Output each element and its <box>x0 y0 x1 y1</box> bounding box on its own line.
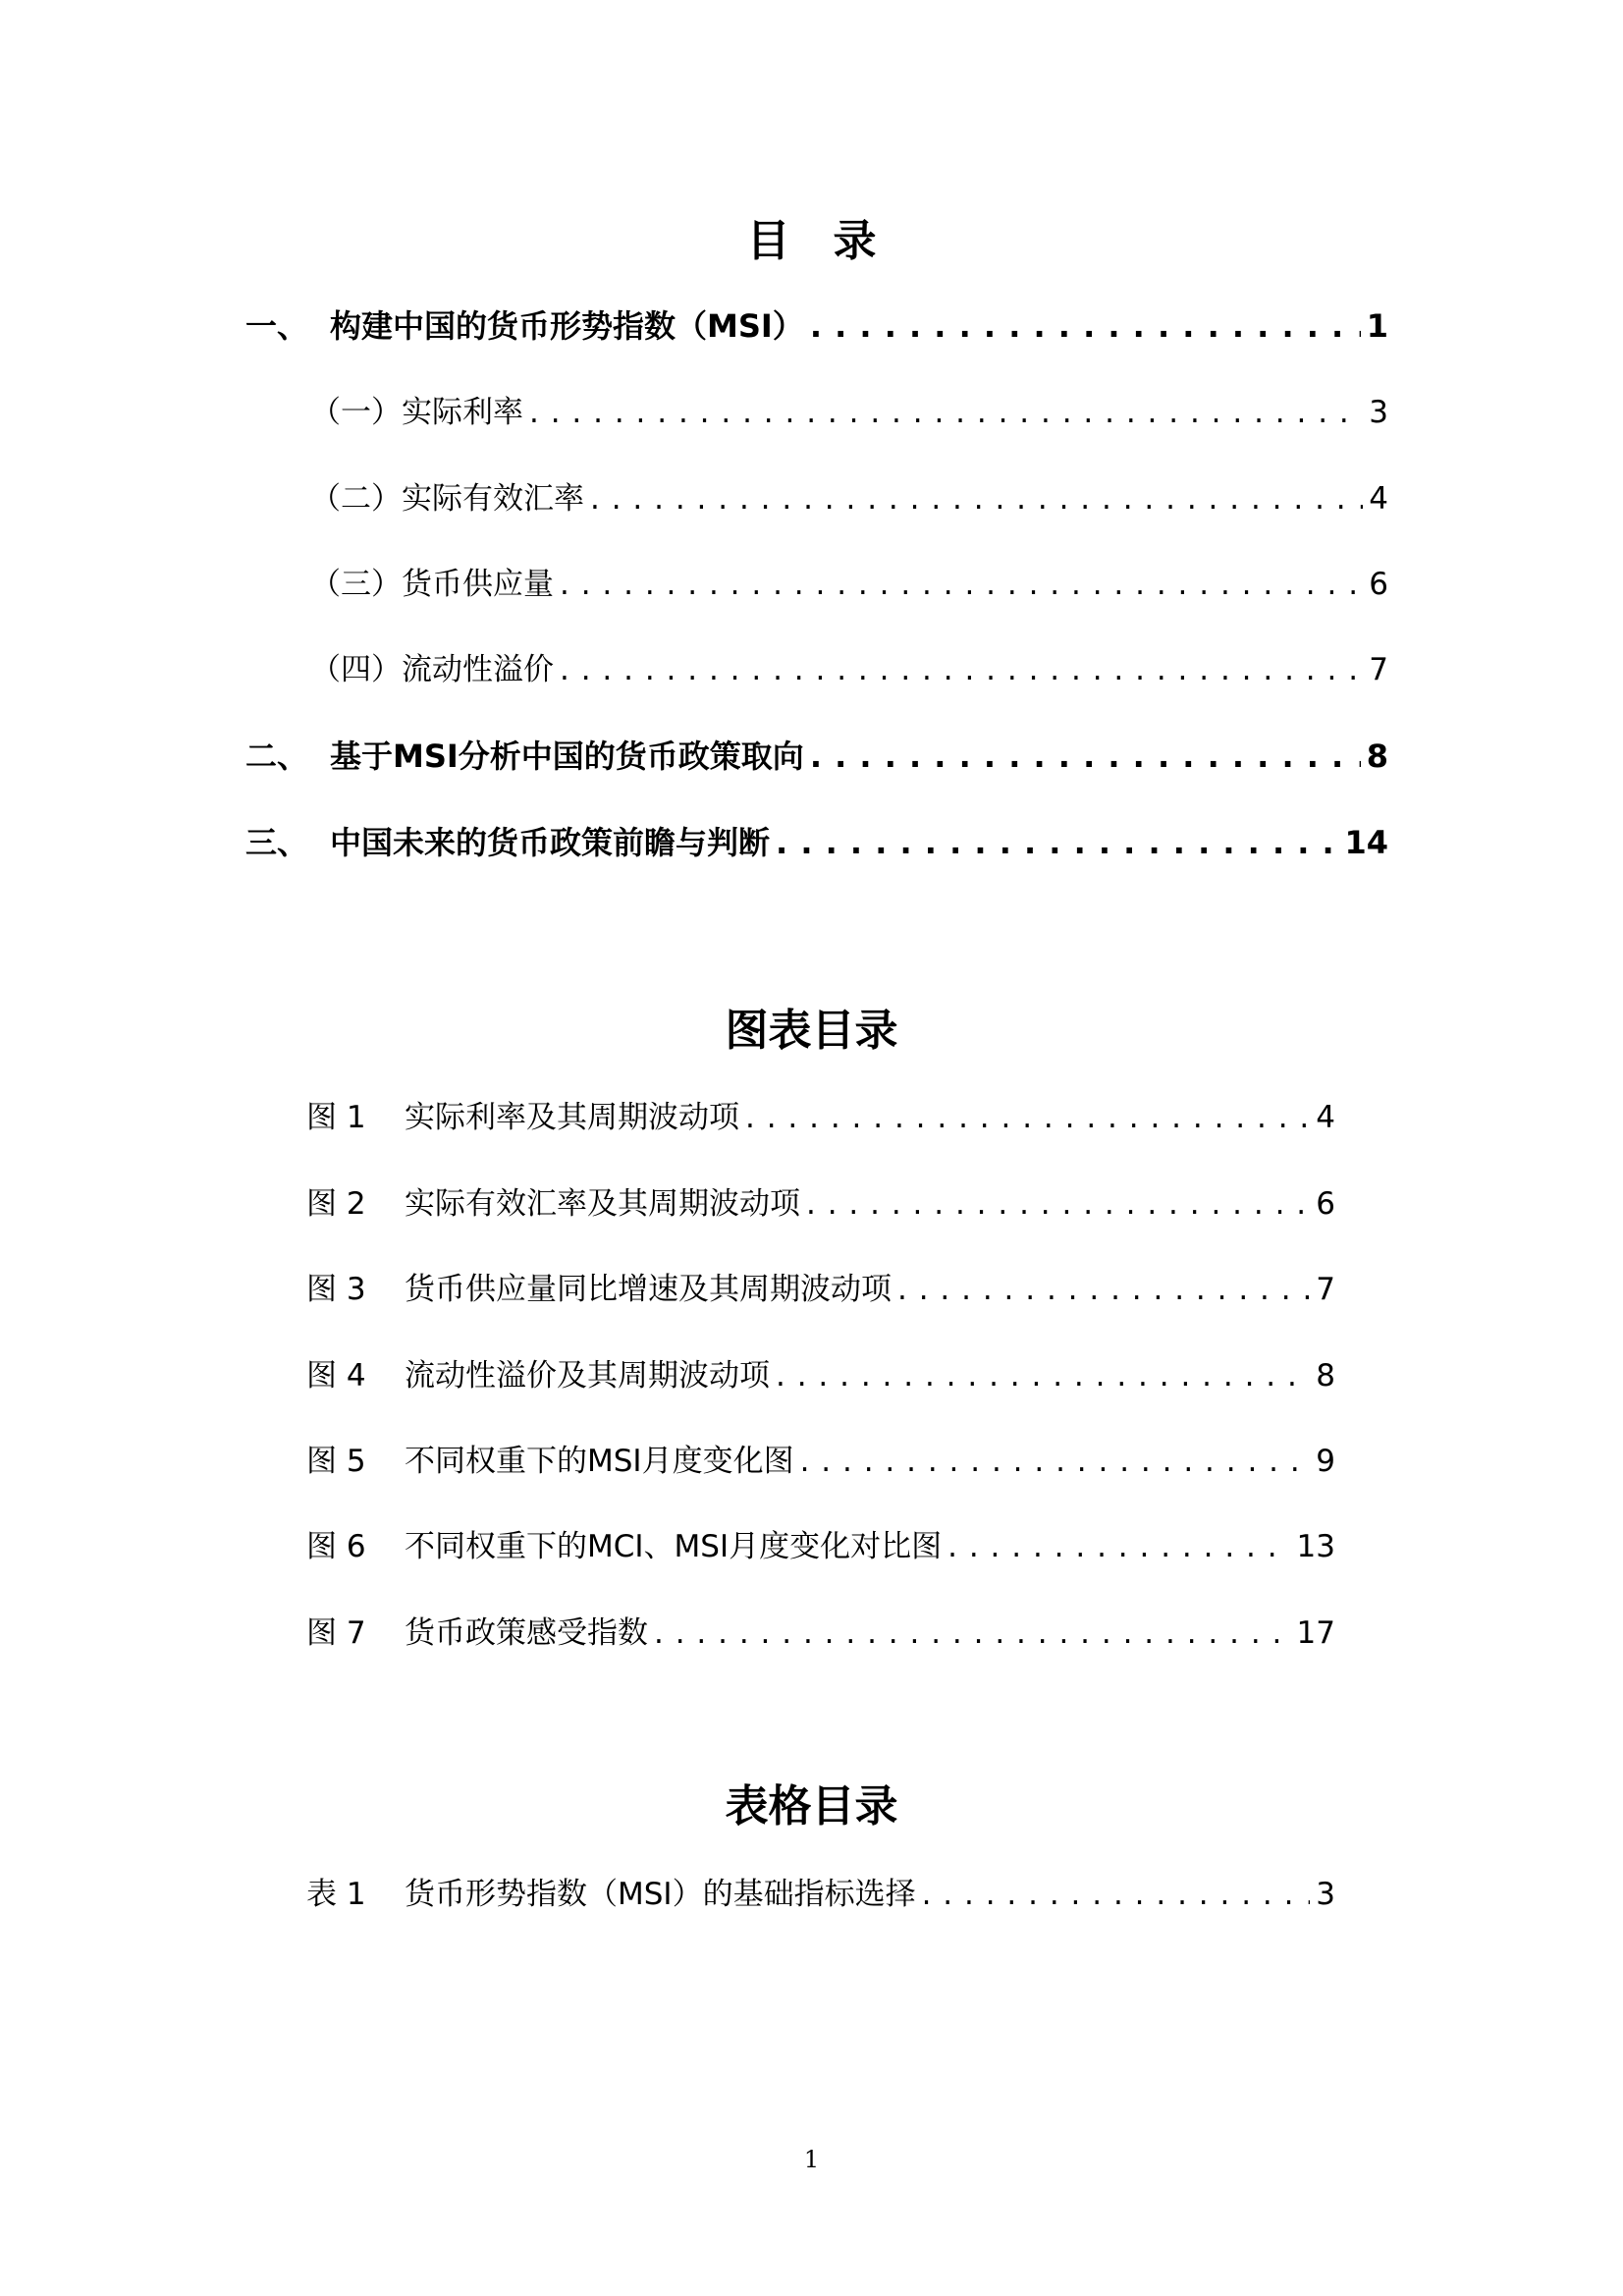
toc-entry-title: （一）实际利率 <box>310 395 523 430</box>
figure-entry-2[interactable] <box>306 1182 1335 1226</box>
dot-leader <box>529 391 1363 434</box>
dot-leader <box>800 1440 1311 1483</box>
toc-entry-title: 中国未来的货币政策前瞻与判断 <box>330 824 771 861</box>
toc-entry-title: 基于MSI分析中国的货币政策取向 <box>330 738 804 775</box>
figure-entry-page: 6 <box>1316 1186 1335 1222</box>
toc-entry-title: 构建中国的货币形势指数（MSI） <box>330 307 804 345</box>
toc-entry-3[interactable] <box>245 821 1388 864</box>
dot-leader <box>806 1182 1310 1226</box>
dot-leader <box>776 1354 1310 1397</box>
tables-heading: 表格目录 <box>725 1781 898 1831</box>
dot-leader <box>776 821 1338 864</box>
toc-entry-number: 三、 <box>245 824 309 861</box>
toc-entry-number: 二、 <box>245 738 309 775</box>
figure-entry-5[interactable] <box>306 1440 1335 1483</box>
figures-heading: 图表目录 <box>725 1006 898 1056</box>
toc-entry-number: 一、 <box>245 307 309 345</box>
toc-entry-page: 4 <box>1369 481 1388 517</box>
dot-leader <box>897 1268 1310 1311</box>
toc-entry-1[interactable] <box>245 304 1388 348</box>
figure-entry-page: 7 <box>1316 1272 1335 1307</box>
toc-entry-title: （二）实际有效汇率 <box>310 481 584 517</box>
dot-leader <box>810 735 1361 778</box>
figure-entry-title: 不同权重下的MSI月度变化图 <box>405 1444 794 1479</box>
dot-leader <box>745 1096 1310 1139</box>
table-entry-page: 3 <box>1316 1877 1335 1912</box>
table-entry-1[interactable] <box>306 1873 1335 1916</box>
toc-heading: 目 录 <box>746 216 877 266</box>
figure-entry-number: 图 6 <box>306 1529 366 1564</box>
figure-entry-number: 图 2 <box>306 1186 366 1222</box>
toc-entry-title: （四）流动性溢价 <box>310 652 554 687</box>
figure-entry-6[interactable] <box>306 1525 1335 1568</box>
dot-leader <box>922 1873 1311 1916</box>
figure-entry-title: 实际利率及其周期波动项 <box>405 1100 739 1135</box>
toc-entry-1-2[interactable] <box>310 477 1388 520</box>
figure-entry-page: 17 <box>1296 1615 1335 1651</box>
figure-entry-1[interactable] <box>306 1096 1335 1139</box>
toc-entry-2[interactable] <box>245 735 1388 778</box>
figure-entry-number: 图 1 <box>306 1100 366 1135</box>
toc-entry-page: 3 <box>1369 395 1388 430</box>
toc-entry-page: 1 <box>1366 307 1388 345</box>
dot-leader <box>947 1525 1290 1568</box>
table-entry-title: 货币形势指数（MSI）的基础指标选择 <box>405 1877 916 1912</box>
table-entry-number: 表 1 <box>306 1877 366 1912</box>
figure-entry-4[interactable] <box>306 1354 1335 1397</box>
figure-entry-number: 图 3 <box>306 1272 366 1307</box>
dot-leader <box>654 1612 1291 1655</box>
toc-entry-1-3[interactable] <box>310 563 1388 606</box>
figure-entry-title: 流动性溢价及其周期波动项 <box>405 1358 770 1394</box>
figure-entry-title: 实际有效汇率及其周期波动项 <box>405 1186 800 1222</box>
dot-leader <box>560 648 1363 691</box>
figure-entry-page: 13 <box>1296 1529 1335 1564</box>
toc-entry-page: 6 <box>1369 567 1388 602</box>
figure-entry-page: 9 <box>1316 1444 1335 1479</box>
figure-entry-number: 图 5 <box>306 1444 366 1479</box>
figure-entry-page: 4 <box>1316 1100 1335 1135</box>
toc-entry-page: 7 <box>1369 652 1388 687</box>
dot-leader <box>810 304 1361 348</box>
figure-entry-title: 货币政策感受指数 <box>405 1615 648 1651</box>
dot-leader <box>590 477 1363 520</box>
toc-entry-1-1[interactable] <box>310 391 1388 434</box>
toc-entry-title: （三）货币供应量 <box>310 567 554 602</box>
figure-entry-7[interactable] <box>306 1612 1335 1655</box>
dot-leader <box>560 563 1363 606</box>
toc-entry-1-4[interactable] <box>310 648 1388 691</box>
figure-entry-number: 图 4 <box>306 1358 366 1394</box>
figure-entry-title: 不同权重下的MCI、MSI月度变化对比图 <box>405 1529 943 1564</box>
figure-entry-number: 图 7 <box>306 1615 366 1651</box>
figure-entry-title: 货币供应量同比增速及其周期波动项 <box>405 1272 892 1307</box>
figure-entry-page: 8 <box>1316 1358 1335 1394</box>
toc-entry-page: 14 <box>1344 824 1388 861</box>
figure-entry-3[interactable] <box>306 1268 1335 1311</box>
page-number: 1 <box>803 2146 820 2173</box>
toc-entry-page: 8 <box>1366 738 1388 775</box>
